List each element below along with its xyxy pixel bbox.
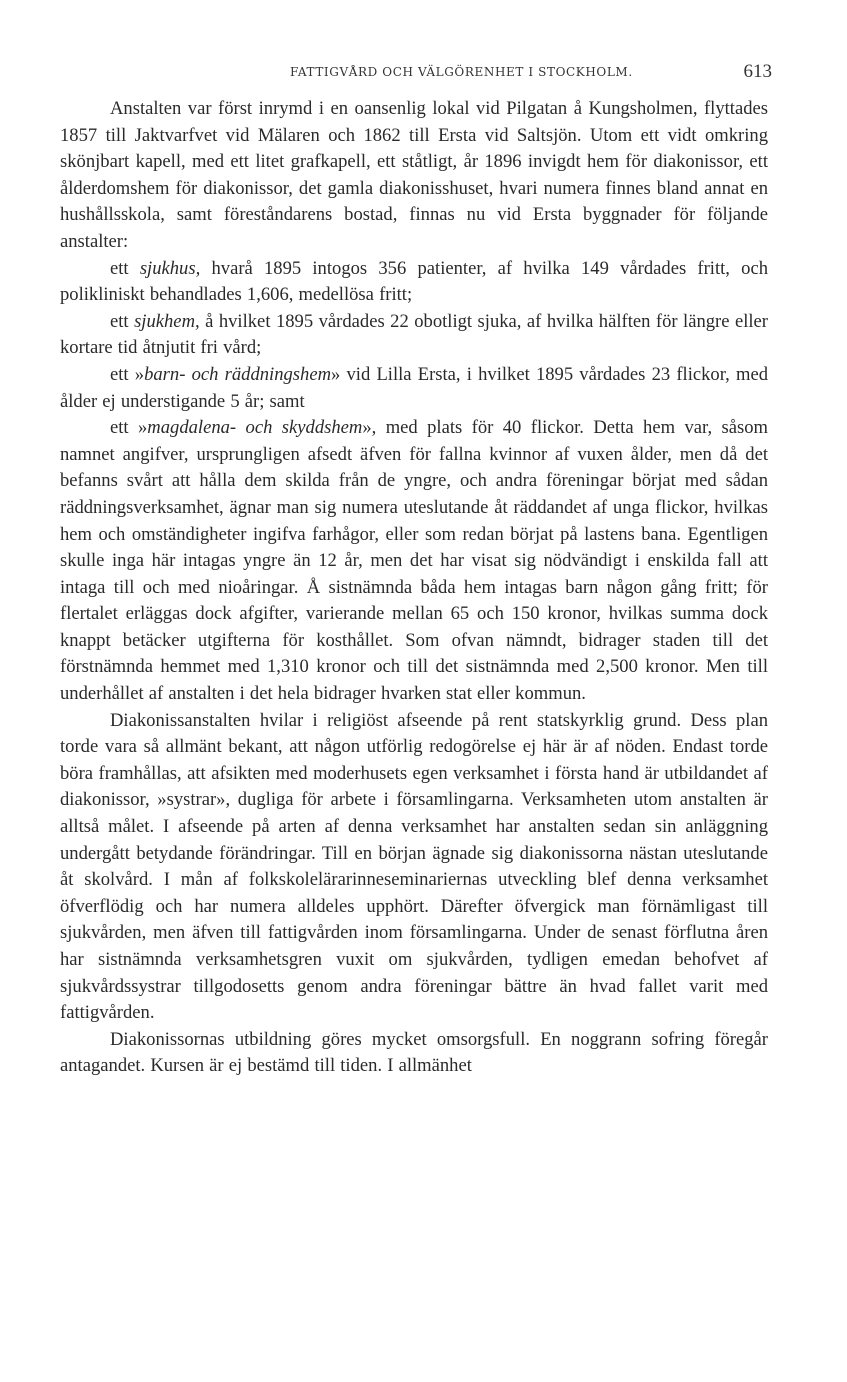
entry-title: sjukhem, bbox=[134, 310, 200, 332]
list-entry-barnhem bbox=[60, 362, 768, 415]
running-head: FATTIGVÅRD OCH VÄLGÖRENHET I STOCKHOLM. bbox=[290, 65, 633, 79]
entry-title: barn- och räddningshem bbox=[144, 363, 332, 385]
entry-title: sjukhus, bbox=[139, 257, 201, 279]
list-entry-magdalenahem bbox=[60, 415, 768, 708]
entry-text: » vid Lilla Ersta, i hvilket 1895 vårdades 23 flickor, med ålder ej understigande 5 år; samt bbox=[60, 363, 769, 412]
entry-text: hvarå 1895 intogos 356 patienter, af hvilka 149 vårdades fritt, och polikliniskt behandlades 1,606, medellösa fritt; bbox=[60, 257, 769, 306]
entry-text: », med plats för 40 flickor. Detta hem var, såsom namnet angifver, ursprungligen afsedt äfven för fallna kvinnor af vuxen ålder, men då det befanns svårt att hålla dem skilda från de yngre, och andra föreningar börjat med sådan räddningsverksamhet, ägnar man sig numera uteslutande åt räddandet af unga flickor, hvilkas hem och omständigheter ingifva farhågor, eller som redan börjat på lastens bana. Egentligen skulle inga här intagas yngre än 12 år, men det har visat sig nödvändigt i enskilda fall att intaga till och med nioåringar. Å sistnämnda båda hem intagas barn någon gång fritt; för flertalet erläggas dock afgifter, varierande mellan 65 och 150 kronor, hvilkas summa dock knappt betäcker utgifterna för kosthållet. Som ofvan nämndt, bidrager staden till det förstnämnda hemmet med 1,310 kronor och till det sistnämnda med 2,500 kronor. Men till underhållet af anstalten i det hela bidrager hvarken stat eller kommun. bbox=[60, 417, 768, 705]
entry-prefix: ett bbox=[110, 257, 140, 279]
page-number: 613 bbox=[743, 61, 772, 82]
list-entry-sjukhem bbox=[60, 309, 768, 362]
entry-title: magdalena- och skyddshem bbox=[147, 417, 363, 439]
list-entry-sjukhus bbox=[60, 256, 768, 309]
entry-prefix: ett » bbox=[110, 363, 145, 385]
entry-prefix: ett » bbox=[110, 417, 148, 439]
entry-text: å hvilket 1895 vårdades 22 obotligt sjuka, af hvilka hälften för längre eller kortare tid åtnjutit fri vård; bbox=[60, 310, 769, 359]
entry-prefix: ett bbox=[110, 310, 135, 332]
page-header bbox=[60, 61, 772, 85]
paragraph-3: Diakonissornas utbildning göres mycket omsorgsfull. En noggrann sofring föregår antagandet. Kursen är ej bestämd till tiden. I allmänhet bbox=[60, 1028, 768, 1077]
paragraph-1: Anstalten var först inrymd i en oansenlig lokal vid Pilgatan å Kungsholmen, flyttades 1857 till Jaktvarfvet vid Mälaren och 1862 till Ersta vid Saltsjön. Utom ett vidt omkring skönjbart kapell, med ett litet grafkapell, ett ståtligt, år 1896 invigdt hem för diakonissor, ett ålderdomshem för diakonissor, det gamla diakonisshuset, hvari numera finnes bland annat en hushållsskola, samt föreståndarens bostad, finnas nu vid Ersta byggnader för följande anstalter: bbox=[60, 98, 768, 252]
body-text bbox=[60, 96, 768, 1080]
paragraph-2: Diakonissanstalten hvilar i religiöst afseende på rent statskyrklig grund. Dess plan torde vara så allmänt bekant, att någon utförlig redogörelse ej här är af nöden. Endast torde böra framhållas, att afsikten med moderhusets egen verksamhet i första hand är utbildandet af diakonissor, »systrar», dugliga för arbete i församlingarna. Verksamheten utom anstalten är alltså målet. I afseende på arten af denna verksamhet har anstalten sedan sin anläggning undergått betydande förändringar. Till en början ägnade sig diakonissorna nästan uteslutande åt skolvård. I mån af folkskolelärarinneseminariernas utveckling blef denna verksamhet öfverflödig och har numera alldeles upphört. Därefter öfvergick man förnämligast till sjukvården, men äfven till fattigvården inom församlingarna. Under de senast förflutna åren har sistnämnda verksamhetsgren vuxit om sjukvården, tydligen emedan behofvet af sjukvårdssystrar tillgodosetts genom andra föreningar bättre än hvad fallet varit med fattigvården. bbox=[60, 709, 768, 1024]
